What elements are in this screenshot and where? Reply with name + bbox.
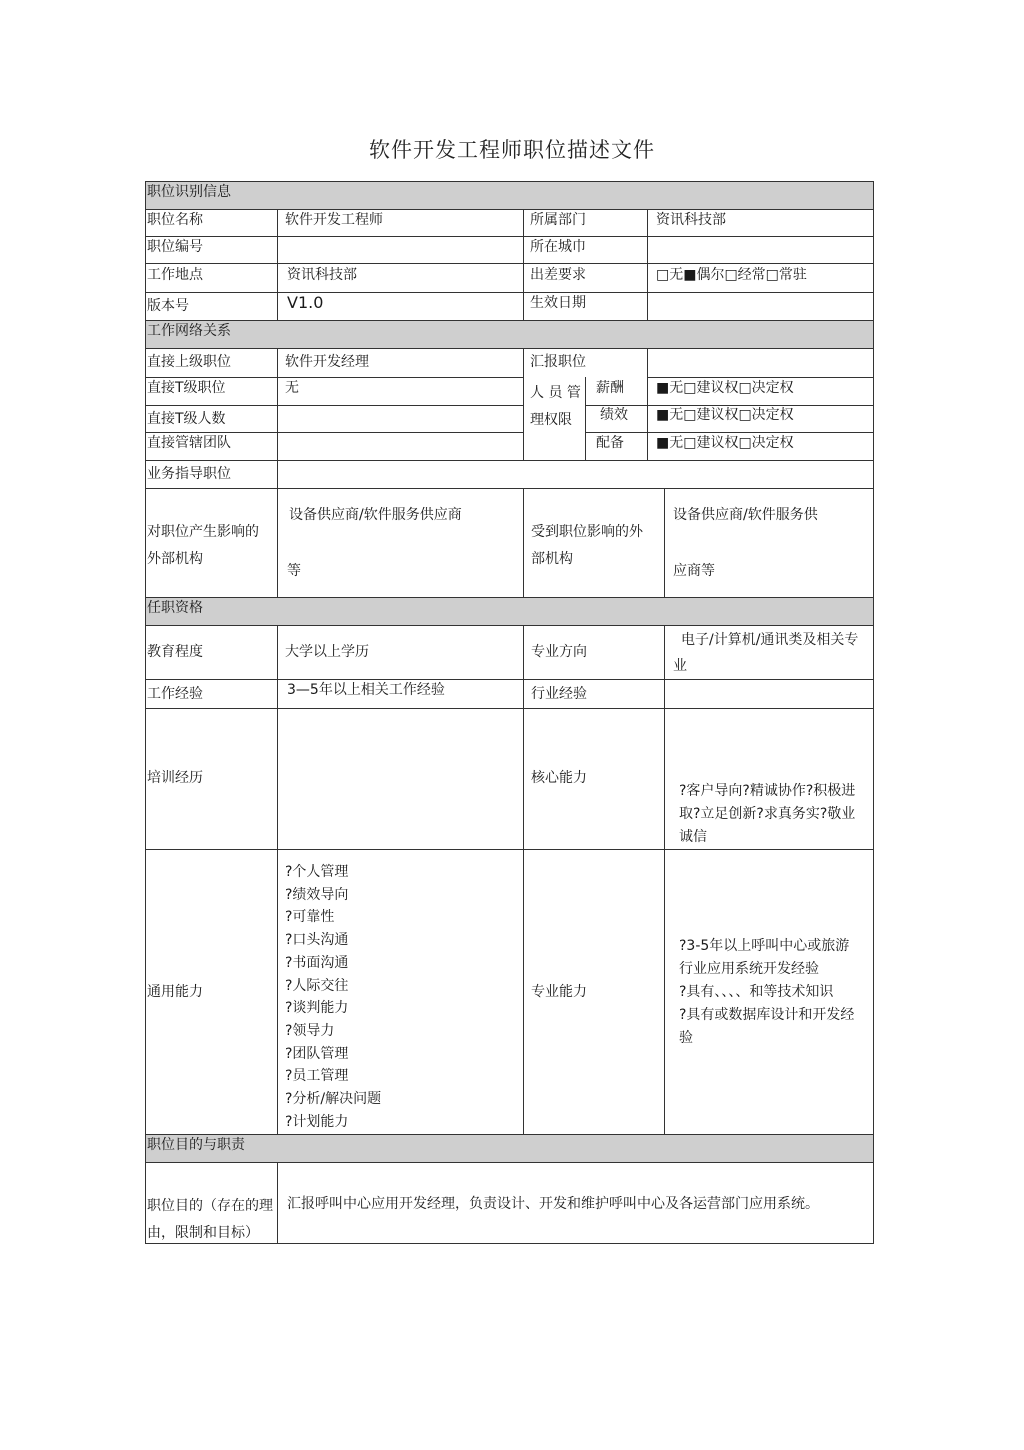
personnel-authority-label-2: 理权限 [530, 412, 572, 428]
report-label: 汇报职位 [530, 354, 586, 370]
col-divider [647, 209, 648, 320]
section-purpose: 职位目的与职责 [145, 1134, 874, 1162]
version-value: V1.0 [287, 293, 324, 312]
version-label: 版本号 [147, 298, 189, 314]
col-divider [664, 488, 665, 597]
col-divider [523, 625, 524, 1134]
row-divider [145, 236, 874, 237]
major-value-2: 业 [673, 658, 687, 674]
influencing-orgs-value-2: 等 [287, 563, 301, 579]
influencing-orgs-label-2: 外部机构 [147, 551, 203, 567]
row-divider [145, 1162, 874, 1163]
city-label: 所在城巾 [530, 239, 586, 255]
department-label: 所属部门 [530, 212, 586, 228]
performance-value: ■无□建议权□决定权 [656, 407, 794, 423]
influencing-orgs-label: 对职位产生影响的 [147, 524, 259, 540]
guidance-label: 业务指导职位 [147, 466, 231, 482]
general-ability-list: ?个人管理 ?绩效导向 ?可靠性 ?口头沟通 ?书面沟通 ?人际交往 ?谈判能力 ?领导力 ?团队管理 ?员工管理 ?分析/解决问题 ?计划能力 [285, 864, 382, 1130]
superior-value: 软件开发经理 [285, 354, 369, 370]
position-code-label: 职位编号 [147, 239, 203, 255]
row-divider [145, 292, 874, 293]
major-label: 专业方向 [531, 644, 587, 660]
professional-ability-list: ?3-5年以上呼叫中心或旅游 行业应用系统开发经验 ?具有、、、、和等技术知识 ?具有或数据库设计和开发经 验 [679, 938, 855, 1046]
row-divider [145, 348, 874, 349]
professional-ability-label: 专业能力 [531, 984, 587, 1000]
influenced-orgs-value: 设备供应商/软件服务供 [673, 507, 818, 523]
travel-label: 出差要求 [530, 267, 586, 283]
row-divider [145, 625, 874, 626]
purpose-text: 汇报呼叫中心应用开发经理，负责设计、开发和维护呼叫中心及各运营部门应用系统。 [287, 1196, 819, 1212]
row-divider [145, 320, 874, 321]
section-network: 工作网络关系 [145, 320, 874, 348]
row-divider [145, 1134, 874, 1135]
staffing-value: ■无□建议权□决定权 [656, 435, 794, 451]
position-name-value: 软件开发工程师 [285, 212, 383, 228]
performance-label: 绩效 [600, 407, 628, 423]
personnel-authority-label: 人 员 管 [530, 385, 581, 401]
job-description-table [145, 181, 874, 1244]
row-divider [145, 209, 874, 210]
purpose-label-2: 由，限制和目标） [147, 1225, 259, 1241]
salary-value: ■无□建议权□决定权 [656, 380, 794, 396]
col-divider [664, 625, 665, 1134]
col-divider [277, 1162, 278, 1244]
purpose-label: 职位目的（存在的理 [147, 1198, 273, 1214]
influenced-orgs-label-2: 部机构 [531, 551, 573, 567]
superior-label: 直接上级职位 [147, 354, 231, 370]
training-label: 培训经历 [147, 770, 203, 786]
core-ability-value: ?客户导向?精诚协作?积极进 取?立足创新?求真务实?敬业 诚信 [679, 783, 856, 845]
influenced-orgs-label: 受到职位影响的外 [531, 524, 643, 540]
general-ability-label: 通用能力 [147, 984, 203, 1000]
work-location-label: 工作地点 [147, 267, 203, 283]
subordinate-value: 无 [285, 380, 299, 396]
col-divider [277, 209, 278, 320]
section-qualifications: 任职资格 [145, 597, 874, 625]
subordinate-label: 直接T级职位 [147, 380, 226, 396]
travel-value: □无■偶尔□经常□常驻 [656, 267, 807, 283]
col-divider [585, 377, 586, 460]
row-divider [145, 597, 874, 598]
row-divider [145, 849, 874, 850]
document-title: 软件开发工程师职位描述文件 [369, 138, 655, 162]
row-divider [145, 460, 874, 461]
subordinate-count-label: 直接T级人数 [147, 411, 226, 427]
table-border [145, 181, 874, 1244]
row-divider [145, 488, 874, 489]
section-identification: 职位识别信息 [145, 181, 874, 209]
row-divider [145, 708, 874, 709]
staffing-label: 配备 [596, 435, 624, 451]
team-label: 直接管辖团队 [147, 435, 231, 451]
row-divider [145, 679, 874, 680]
industry-label: 行业经验 [531, 686, 587, 702]
department-value: 资讯科技部 [656, 212, 726, 228]
col-divider [647, 348, 648, 460]
experience-value: 3—5年以上相关工作经验 [287, 682, 445, 698]
row-divider [145, 405, 523, 406]
education-value: 大学以上学历 [285, 644, 369, 660]
col-divider [277, 488, 278, 597]
major-value: 电子/计算机/通讯类及相关专 [681, 632, 859, 648]
work-location-value: 资讯科技部 [287, 267, 357, 283]
experience-label: 工作经验 [147, 686, 203, 702]
col-divider [523, 348, 524, 460]
col-divider [523, 209, 524, 320]
effective-date-label: 生效日期 [530, 295, 586, 311]
col-divider [277, 625, 278, 1134]
salary-label: 薪酬 [596, 380, 624, 396]
col-divider [523, 488, 524, 597]
education-label: 教育程度 [147, 644, 203, 660]
core-ability-label: 核心能力 [531, 770, 587, 786]
influencing-orgs-value: 设备供应商/软件服务供应商 [289, 507, 462, 523]
position-name-label: 职位名称 [147, 212, 203, 228]
influenced-orgs-value-2: 应商等 [673, 563, 715, 579]
col-divider [277, 348, 278, 488]
